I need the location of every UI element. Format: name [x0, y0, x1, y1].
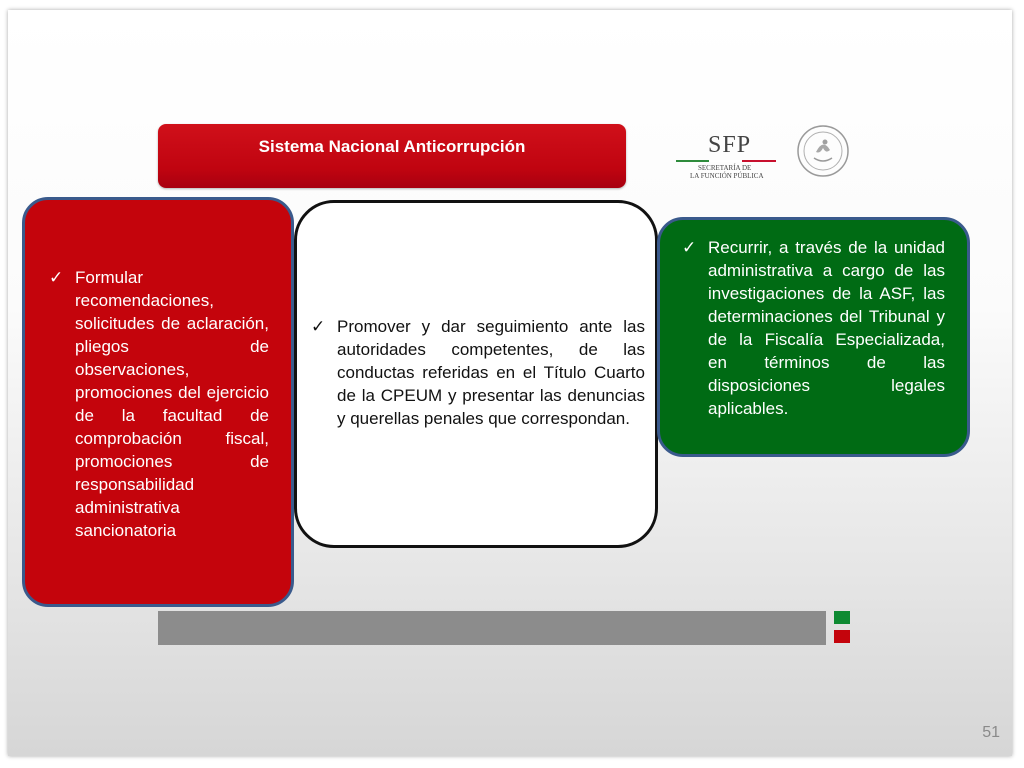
middle-box-text: Promover y dar seguimiento ante las autoridades competentes, de las conductas referidas en el Título Cuarto de la CPEUM y presentar las denuncias y querellas penales que correspondan.	[337, 317, 645, 428]
list-item	[49, 266, 269, 542]
checkmark-icon: ✓	[311, 317, 326, 336]
sfp-logo-acronym: SFP	[708, 132, 752, 158]
footer-bar	[158, 611, 826, 645]
sfp-logo	[672, 130, 782, 182]
green-square-decoration	[834, 611, 850, 624]
title-banner	[158, 124, 626, 188]
sfp-logo-line2: LA FUNCIÓN PÚBLICA	[690, 172, 764, 180]
list-item	[311, 315, 645, 430]
slide-title: Sistema Nacional Anticorrupción	[258, 137, 526, 156]
seal-icon	[796, 124, 850, 178]
checkmark-icon: ✓	[49, 268, 64, 287]
sfp-logo-line1: SECRETARÍA DE	[698, 164, 752, 172]
left-box	[22, 197, 294, 607]
red-square-decoration	[834, 630, 850, 643]
right-box	[657, 217, 970, 457]
page-number: 51	[982, 724, 1000, 741]
right-box-text: Recurrir, a través de la unidad administrativa a cargo de las investigaciones de la ASF, las determinaciones del Tribunal y de la Fiscalía Especializada, en términos de las disposiciones legales aplicables.	[708, 238, 945, 418]
list-item	[682, 236, 945, 420]
left-box-text: Formular recomendaciones, solicitudes de aclaración, pliegos de observaciones, promociones del ejercicio de la facultad de comprobación fiscal, promociones de responsabilidad administrativa sancionatoria	[75, 268, 269, 540]
middle-box	[294, 200, 658, 548]
flag-stripe	[676, 160, 776, 162]
checkmark-icon: ✓	[682, 238, 697, 257]
